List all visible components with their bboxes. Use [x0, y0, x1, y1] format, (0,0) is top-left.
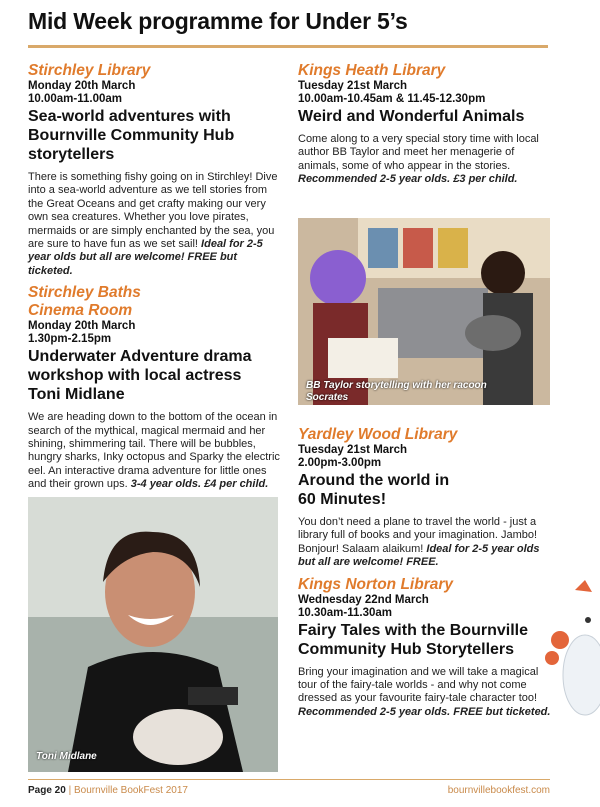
mascot-decoration — [540, 580, 600, 720]
event-time: 10.00am-11.00am — [28, 93, 122, 105]
storytelling-illustration — [298, 218, 550, 405]
event-time: 1.30pm-2.15pm — [28, 333, 112, 346]
event-note: Ideal for 2-5 year olds but all are welcome! FREE but ticketed. — [28, 238, 263, 277]
footer-separator: | — [68, 785, 72, 796]
venue-name: Kings Norton Library — [298, 575, 454, 593]
event-title: Weird and Wonderful Animals — [298, 108, 525, 125]
page-number: Page 20 — [28, 785, 66, 796]
description-text: Come along to a very special story time with local author BB Taylor and meet her menagerie of animals, some of who appear in the stories. — [298, 133, 539, 172]
photo-caption: BB Taylor storytelling with her racoon Socrates — [306, 380, 487, 403]
event-description — [298, 133, 556, 187]
event-date: Monday 20th March — [28, 80, 136, 92]
event-description — [298, 666, 556, 720]
event-date: Tuesday 21st March — [298, 444, 408, 456]
event-kings-norton — [298, 576, 556, 720]
right-column-lower — [298, 426, 556, 725]
right-column — [298, 62, 556, 193]
event-time: 10.00am-10.45am & 11.45-12.30pm — [298, 93, 486, 105]
footer-left — [28, 785, 188, 796]
description-text: There is something fishy going on in Stirchley! Dive into a sea-world adventure as we tell stories from the Great Oceans and get crafty making our very own sea creatures. Whether you love pirates, mermaids or are simply enchanted by the sea, you are sure to have fun as we set sail! — [28, 171, 278, 251]
event-title: Fairy Tales with the Bournville Community Hub Storytellers — [298, 621, 528, 658]
description-text: You don’t need a plane to travel the world - just a library full of books and your imagination. Jambo! Bonjour! Salaam alaikum! — [298, 516, 538, 555]
website-link[interactable]: bournvillebookfest.com — [447, 785, 550, 796]
publication-name: Bournville BookFest 2017 — [73, 785, 188, 796]
event-yardley-wood — [298, 426, 556, 570]
event-stirchley-library — [28, 62, 280, 278]
event-note: Recommended 2-5 year olds. FREE but ticketed. — [298, 705, 551, 718]
photo-caption: Toni Midlane — [36, 751, 97, 762]
venue-name: Stirchley Baths Cinema Room — [28, 284, 141, 320]
page-title: Mid Week programme for Under 5’s — [28, 8, 408, 34]
event-description — [298, 516, 556, 570]
event-note: Recommended 2-5 year olds. £3 per child. — [298, 173, 518, 186]
event-time: 10.30am-11.30am — [298, 606, 392, 619]
description-text: Bring your imagination and we will take a magical tour of the fairy-tale worlds - and why not come dressed as your favourite fairy-tale character too! — [298, 665, 539, 705]
event-date: Wednesday 22nd March — [298, 593, 429, 606]
event-title: Sea-world adventures with Bournville Community Hub storytellers — [28, 108, 235, 163]
event-title: Around the world in 60 Minutes! — [298, 472, 450, 508]
footer-divider — [28, 779, 550, 780]
photo-toni-midlane — [28, 497, 278, 772]
event-time: 2.00pm-3.00pm — [298, 457, 382, 469]
event-date: Tuesday 21st March — [298, 80, 408, 92]
photo-bb-taylor — [298, 218, 550, 405]
left-column — [28, 62, 280, 498]
event-stirchley-baths — [28, 284, 280, 491]
event-note: Ideal for 2-5 year olds but all are welcome! FREE. — [298, 542, 540, 569]
portrait-illustration — [28, 497, 278, 772]
event-kings-heath — [298, 62, 556, 187]
venue-name: Yardley Wood Library — [298, 426, 458, 443]
description-text: We are heading down to the bottom of the ocean in search of the mythical, magical mermaid and her shining, shimmering tail. There will be bubbles, hungry sharks, Inky octopus and Sparky the electric eel. An interactive drama adventure for little ones and their grown ups. — [28, 411, 280, 491]
event-title: Underwater Adventure drama workshop with local actress Toni Midlane — [28, 348, 252, 404]
event-date: Monday 20th March — [28, 320, 136, 333]
title-divider — [28, 45, 548, 48]
event-note: 3-4 year olds. £4 per child. — [130, 478, 269, 491]
event-description — [28, 411, 280, 491]
venue-name: Kings Heath Library — [298, 62, 446, 79]
event-description — [28, 171, 280, 278]
venue-name: Stirchley Library — [28, 62, 151, 79]
